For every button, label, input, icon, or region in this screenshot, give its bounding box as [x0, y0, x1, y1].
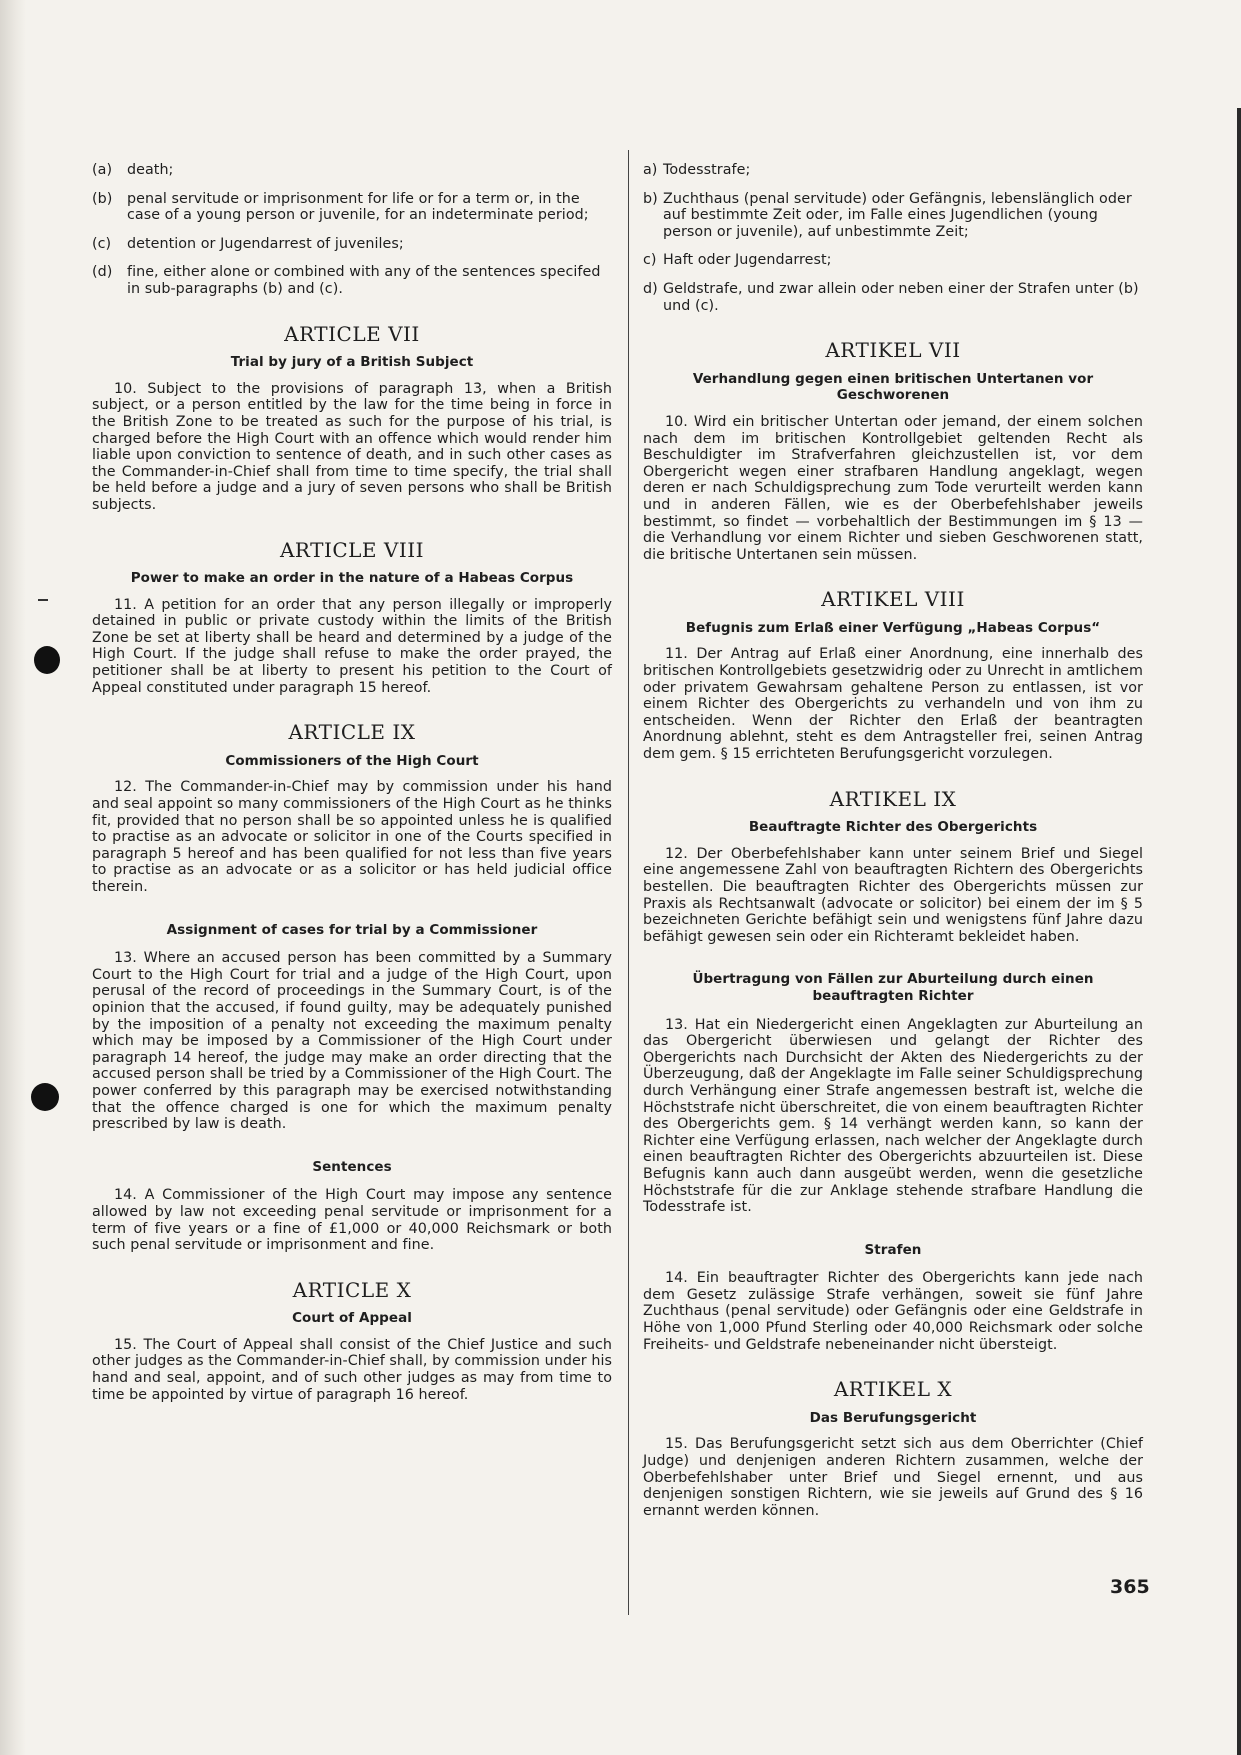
section-heading: Übertragung von Fällen zur Aburteilung durch einen beauftragten Richter — [692, 971, 1094, 1004]
paragraph: 12. The Commander-in-Chief may by commission under his hand and seal appoint so many commissioners of the High Court as he thinks fit, provided that no person shall be so appointed unless he is qualified to practise as an advocate or solicitor in one of the Courts specified in paragraph 5 hereof and has been qualified for not less than five years to practise as an advocate or as a solicitor or has held judicial office therein. — [92, 779, 612, 895]
section-heading: Assignment of cases for trial by a Commissioner — [166, 921, 538, 938]
article-subheading: Power to make an order in the nature of a Habeas Corpus — [130, 570, 574, 587]
article-subheading: Das Berufungsgericht — [809, 1409, 977, 1426]
paragraph: 15. Das Berufungsgericht setzt sich aus dem Oberrichter (Chief Judge) und denjenigen anderen Richtern zusammen, welche der Oberbefehlshaber unter Brief und Siegel ernennt, und aus denjenigen sonstigen Richtern, wie sie jeweils auf Grund des § 16 ernannt werden können. — [643, 1436, 1143, 1519]
article-subheading: Befugnis zum Erlaß einer Verfügung „Habeas Corpus“ — [685, 619, 1101, 636]
scan-edge-right — [1237, 108, 1241, 1755]
english-column — [92, 162, 612, 1411]
german-column — [643, 162, 1143, 1527]
list-item: a) Todesstrafe; — [643, 162, 751, 178]
paragraph: 13. Hat ein Niedergericht einen Angeklagten zur Aburteilung an das Obergericht überwiesen und gelangt der Richter des Obergerichts nach Durchsicht der Akten des Niedergerichts zu der Überzeugung, daß der Angeklagte im Falle seiner Schuldigsprechung durch Verhängung einer Strafe angemessen bestraft ist, welche die Höchststrafe nicht überschreitet, die von einem beauftragten Richter des Obergerichts gem. § 14 verhängt werden kann, so kann der Richter eine Verfügung erlassen, nach welcher der Angeklagte durch einen beauftragten Richter des Obergerichts abzuurteilen ist. Diese Befugnis kann auch dann ausgeübt werden, wenn die gesetzliche Höchststrafe für die zur Anklage stehende strafbare Handlung die Todesstrafe ist. — [643, 1016, 1143, 1216]
paragraph: 14. A Commissioner of the High Court may impose any sentence allowed by law not exceeding penal servitude or imprisonment for a term of five years or a fine of £1,000 or 40,000 Reichsmark or both such penal servitude or imprisonment and fine. — [92, 1187, 612, 1254]
punch-hole — [34, 646, 60, 674]
article-subheading: Beauftragte Richter des Obergerichts — [748, 819, 1038, 836]
paragraph: 14. Ein beauftragter Richter des Obergerichts kann jede nach dem Gesetz zulässige Strafe verhängen, soweit sie fünf Jahre Zuchthaus (penal servitude) oder Gefängnis oder eine Geldstrafe in Höhe von 1,000 Pfund Sterling oder 40,000 Reichsmark oder solche Freiheits- und Geldstrafe nebeneinander nicht übersteigt. — [643, 1270, 1143, 1353]
paragraph: 13. Where an accused person has been committed by a Summary Court to the High Court for trial and a judge of the High Court, upon perusal of the record of proceedings in the Summary Court, is of the opinion that the accused, if found guilty, may be adequately punished by the imposition of a penalty not exceeding the maximum penalty which may be imposed by a Commissioner of the High Court under paragraph 14 hereof, the judge may make an order directing that the accused person shall be tried by a Commissioner of the High Court. The power conferred by this paragraph may be exercised notwithstanding that the offence charged is one for which the maximum penalty prescribed by law is death. — [92, 950, 612, 1133]
punch-hole — [31, 1083, 59, 1111]
list-item: c) Haft oder Jugendarrest; — [643, 252, 832, 269]
paragraph: 11. A petition for an order that any person illegally or improperly detained in public or private custody within the limits of the British Zone be set at liberty shall be heard and determined by a judge of the High Court. If the judge shall refuse to make the order prayed, the petitioner shall be at liberty to present his petition to the Court of Appeal constituted under paragraph 15 hereof. — [92, 596, 612, 696]
paragraph: 10. Subject to the provisions of paragraph 13, when a British subject, or a person entitled by the law for the time being in force in the British Zone to be treated as such for the purpose of his trial, is charged before the High Court with an offence which would render him liable upon conviction to sentence of death, and in such other cases as the Commander-in-Chief shall from time to time specify, the trial shall be held before a judge and a jury of seven persons who shall be British subjects. — [92, 380, 612, 513]
margin-mark — [38, 599, 48, 601]
article-heading: ARTICLE IX — [288, 720, 416, 745]
article-subheading: Verhandlung gegen einen britischen Untertanen vor Geschworenen — [692, 370, 1094, 404]
article-heading: ARTIKEL VII — [825, 338, 961, 363]
paragraph: 11. Der Antrag auf Erlaß einer Anordnung, eine innerhalb des britischen Kontrollgebiets gesetzwidrig oder zu Unrecht in amtlichem oder privatem Gewahrsam gehaltene Person zu entlassen, ist vor einem Richter des Obergerichts zu verhandeln und von ihm zu entscheiden. Wenn der Richter den Erlaß der beantragten Anordnung ablehnt, steht es dem Antragsteller frei, seinen Antrag dem gem. § 15 errichteten Berufungsgericht vorzulegen. — [643, 646, 1143, 763]
paragraph: 15. The Court of Appeal shall consist of the Chief Justice and such other judges as the Commander-in-Chief shall, by commission under his hand and seal, appoint, and of such other judges as may from time to time be appointed by virtue of paragraph 16 hereof. — [92, 1336, 612, 1403]
column-divider — [628, 150, 629, 1615]
article-heading: ARTICLE VIII — [279, 537, 425, 562]
article-heading: ARTIKEL IX — [829, 786, 957, 811]
article-heading: ARTICLE X — [292, 1277, 412, 1302]
article-subheading: Trial by jury of a British Subject — [230, 354, 474, 371]
paragraph: 10. Wird ein britischer Untertan oder jemand, der einem solchen nach dem im britischen Kontrollgebiet geltenden Recht als Beschuldigter im Strafverfahren gleichzustellen ist, vor dem Obergericht wegen einer strafbaren Handlung angeklagt, wegen deren er nach Schuldigsprechung zum Tode verurteilt werden kann und in anderen Fällen, wie es der Oberbefehlshaber jeweils bestimmt, so findet — vorbehaltlich der Bestimmungen im § 13 — die Verhandlung vor einem Richter und sieben Geschworenen statt, die britische Untertanen sein müssen. — [643, 413, 1143, 563]
page-number: 365 — [1110, 1576, 1150, 1598]
article-heading: ARTICLE VII — [284, 321, 420, 346]
list-item: (a) death; — [92, 162, 174, 178]
list-item: d) Geldstrafe, und zwar allein oder neben einer der Strafen unter (b) und (c). — [643, 280, 1139, 314]
article-subheading: Commissioners of the High Court — [225, 752, 479, 769]
article-heading: ARTIKEL X — [833, 1377, 953, 1402]
scan-edge — [0, 0, 26, 1755]
list-item: b) Zuchthaus (penal servitude) oder Gefängnis, lebenslänglich oder auf bestimmte Zeit oder, im Falle eines Jugendlichen (young person or juvenile), auf unbestimmte Zeit; — [643, 190, 1132, 240]
list-item: (c) detention or Jugendarrest of juveniles; — [92, 235, 404, 252]
paragraph: 12. Der Oberbefehlshaber kann unter seinem Brief und Siegel eine angemessene Zahl von beauftragten Richtern des Obergerichts bestellen. Die beauftragten Richter des Obergerichts müssen zur Praxis als Rechtsanwalt (advocate or solicitor) bei einem der im § 5 bezeichneten Gerichte befähigt sein und wenigstens fünf Jahre dazu befähigt gewesen sein oder ein Richteramt bekleidet haben. — [643, 845, 1143, 945]
section-heading: Strafen — [864, 1241, 922, 1258]
article-subheading: Court of Appeal — [292, 1310, 412, 1327]
list-item: (d) fine, either alone or combined with any of the sentences specifed in sub-paragraphs (b) and (c). — [92, 264, 601, 297]
article-heading: ARTIKEL VIII — [821, 587, 965, 612]
list-item: (b) penal servitude or imprisonment for life or for a term or, in the case of a young person or juvenile, for an indeterminate period; — [92, 190, 589, 224]
section-heading: Sentences — [312, 1158, 392, 1175]
